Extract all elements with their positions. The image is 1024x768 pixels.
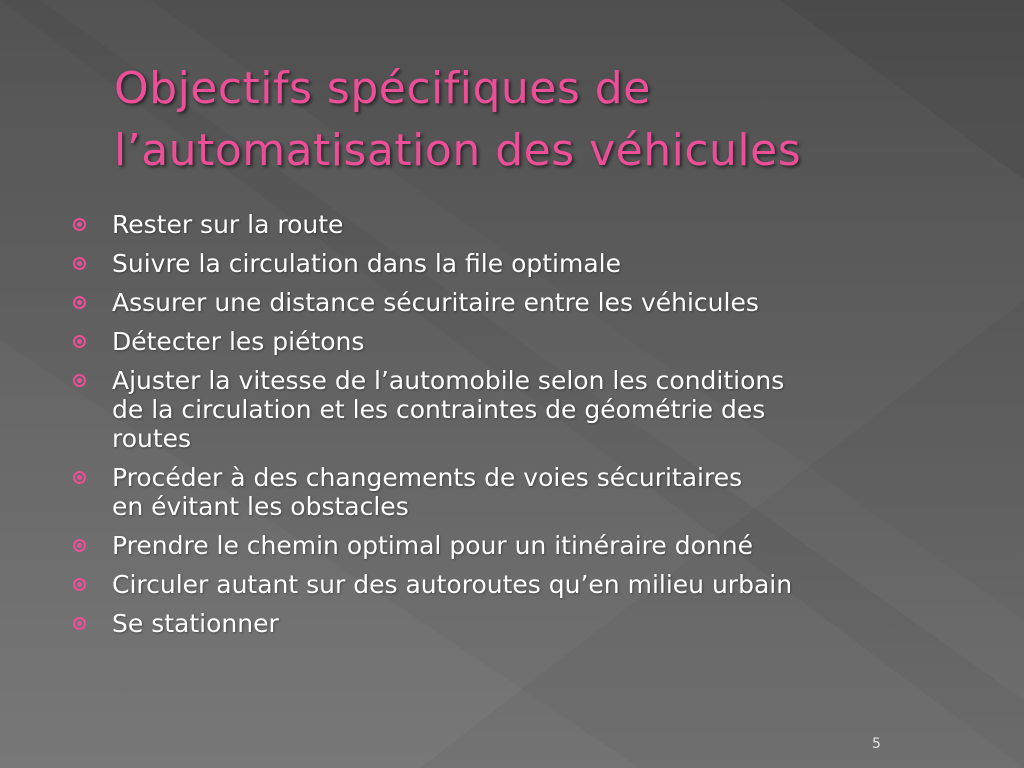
page-number: 5 [872, 736, 881, 752]
bullet-line: routes [112, 424, 192, 453]
bullet-line: Détecter les piétons [112, 327, 365, 356]
bullet-item [112, 531, 972, 560]
bullet-line: Rester sur la route [112, 210, 344, 239]
bullet-line: Procéder à des changements de voies sécuritaires [112, 463, 743, 492]
bullet-line: Suivre la circulation dans la file optimale [112, 249, 621, 278]
slide-title-line: Objectifs spécifiques de [114, 63, 651, 114]
target-bullet-icon [73, 539, 86, 552]
bullet-item [112, 609, 972, 638]
target-bullet-icon [73, 471, 86, 484]
bullet-list [112, 210, 972, 648]
target-bullet-icon [73, 257, 86, 270]
bullet-line: Prendre le chemin optimal pour un itinéraire donné [112, 531, 753, 560]
bullet-text [112, 249, 972, 278]
bullet-line: Ajuster la vitesse de l’automobile selon les conditions [112, 366, 785, 395]
slide-title [114, 58, 994, 182]
bullet-text [112, 288, 972, 317]
bullet-line: de la circulation et les contraintes de géométrie des [112, 395, 766, 424]
bullet-text [112, 609, 972, 638]
bullet-item [112, 327, 972, 356]
bullet-line: Assurer une distance sécuritaire entre les véhicules [112, 288, 759, 317]
target-bullet-icon [73, 335, 86, 348]
target-bullet-icon [73, 374, 86, 387]
bullet-item [112, 366, 972, 453]
bullet-line: Se stationner [112, 609, 279, 638]
target-bullet-icon [73, 296, 86, 309]
bullet-text [112, 531, 972, 560]
bullet-item [112, 463, 972, 521]
bullet-text [112, 570, 972, 599]
bullet-item [112, 570, 972, 599]
bullet-text [112, 327, 972, 356]
bullet-item [112, 249, 972, 278]
bullet-line: Circuler autant sur des autoroutes qu’en milieu urbain [112, 570, 793, 599]
bullet-item [112, 210, 972, 239]
bullet-line: en évitant les obstacles [112, 492, 409, 521]
target-bullet-icon [73, 578, 86, 591]
bullet-text [112, 463, 972, 521]
slide-title-line: l’automatisation des véhicules [114, 125, 802, 176]
bullet-text [112, 210, 972, 239]
target-bullet-icon [73, 218, 86, 231]
bullet-text [112, 366, 972, 453]
target-bullet-icon [73, 617, 86, 630]
bullet-item [112, 288, 972, 317]
